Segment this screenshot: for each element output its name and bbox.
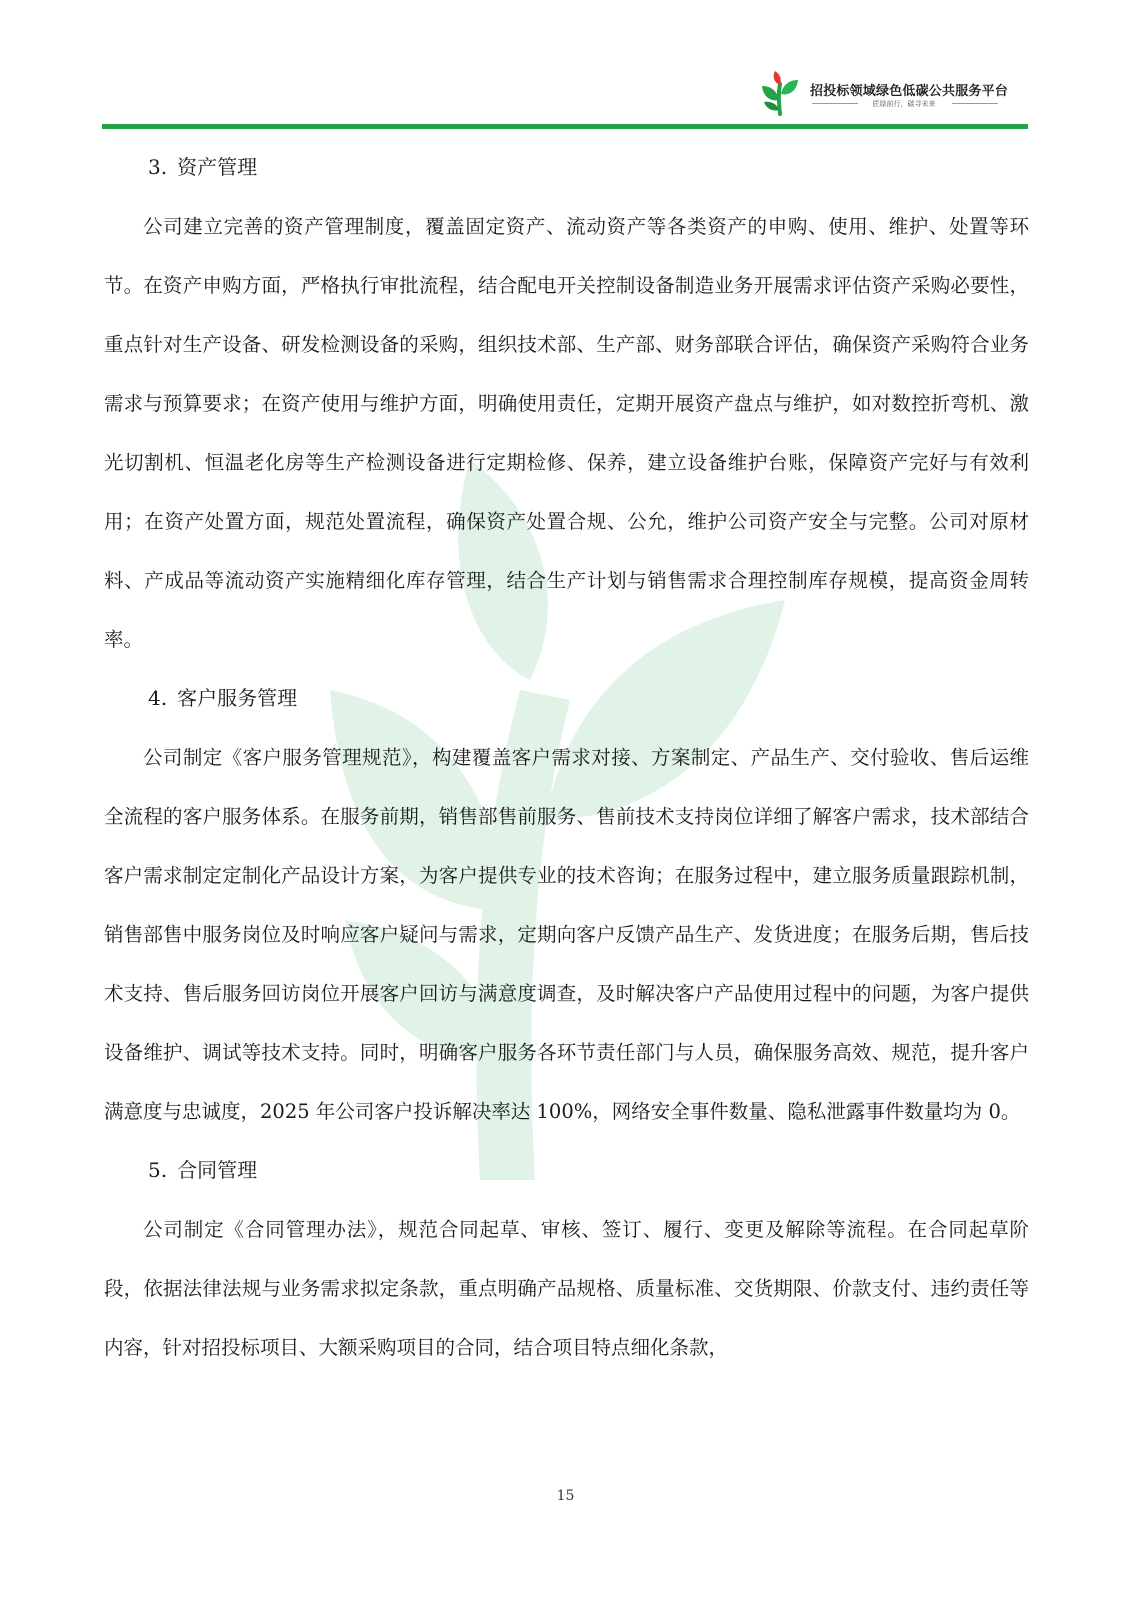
platform-name: 招投标领域绿色低碳公共服务平台	[810, 84, 1009, 99]
section-paragraph-asset: 公司建立完善的资产管理制度，覆盖固定资产、流动资产等各类资产的申购、使用、维护、处置等环节。在资产申购方面，严格执行审批流程，结合配电开关控制设备制造业务开展需求评估资产采购必要性，重点针对生产设备、研发检测设备的采购，组织技术部、生产部、财务部联合评估，确保资产采购符合业务需求与预算要求；在资产使用与维护方面，明确使用责任，定期开展资产盘点与维护，如对数控折弯机、激光切割机、恒温老化房等生产检测设备进行定期检修、保养，建立设备维护台账，保障资产完好与有效利用；在资产处置方面，规范处置流程，确保资产处置合规、公允，维护公司资产安全与完整。公司对原材料、产成品等流动资产实施精细化库存管理，结合生产计划与销售需求合理控制库存规模，提高资金周转率。	[104, 215, 1029, 651]
section-number: 4.	[148, 686, 168, 710]
subtitle-rule-right	[952, 103, 998, 104]
section-paragraph-contract: 公司制定《合同管理办法》，规范合同起草、审核、签订、履行、变更及解除等流程。在合同起草阶段，依据法律法规与业务需求拟定条款，重点明确产品规格、质量标准、交货期限、价款支付、违约责任等内容，针对招投标项目、大额采购项目的合同，结合项目特点细化条款，	[104, 1218, 1029, 1359]
section-title: 客户服务管理	[177, 686, 298, 710]
document-body	[104, 138, 1029, 1377]
platform-slogan: 匠绿前行，碳寻未来	[872, 100, 936, 108]
section-heading-contract	[104, 1141, 1029, 1200]
section-heading-customer-service	[104, 669, 1029, 728]
header-divider	[102, 124, 1028, 129]
page-number: 15	[556, 1488, 575, 1504]
section-title: 资产管理	[177, 155, 258, 179]
section-paragraph-customer-service: 公司制定《客户服务管理规范》，构建覆盖客户需求对接、方案制定、产品生产、交付验收、售后运维全流程的客户服务体系。在服务前期，销售部售前服务、售前技术支持岗位详细了解客户需求，技术部结合客户需求制定定制化产品设计方案，为客户提供专业的技术咨询；在服务过程中，建立服务质量跟踪机制，销售部售中服务岗位及时响应客户疑问与需求，定期向客户反馈产品生产、发货进度；在服务后期，售后技术支持、售后服务回访岗位开展客户回访与满意度调查，及时解决客户产品使用过程中的问题，为客户提供设备维护、调试等技术支持。同时，明确客户服务各环节责任部门与人员，确保服务高效、规范，提升客户满意度与忠诚度，2025 年公司客户投诉解决率达 100%，网络安全事件数量、隐私泄露事件数量均为 0。	[104, 746, 1029, 1123]
page-header	[0, 0, 1131, 130]
green-sprout-icon	[760, 70, 800, 116]
section-number: 5.	[148, 1158, 168, 1182]
section-heading-asset	[104, 138, 1029, 197]
section-number: 3.	[148, 155, 168, 179]
section-title: 合同管理	[177, 1158, 258, 1182]
